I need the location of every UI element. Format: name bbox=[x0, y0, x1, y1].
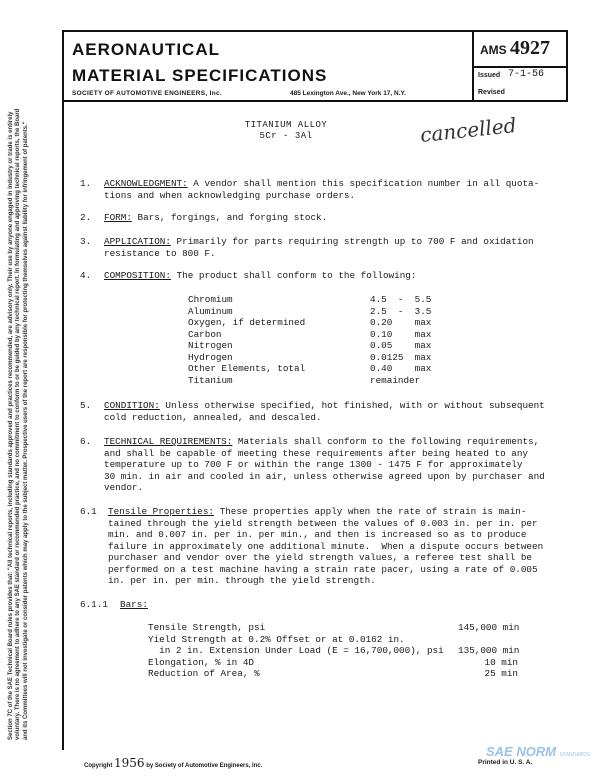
composition-element: Chromium bbox=[188, 294, 233, 305]
section-title: CONDITION: bbox=[104, 400, 160, 411]
section-title: APPLICATION: bbox=[104, 236, 171, 247]
section-number: 1. bbox=[80, 178, 92, 189]
bar-property-row bbox=[148, 622, 520, 634]
section-3-heading-line bbox=[104, 236, 534, 248]
side-disclaimer bbox=[8, 100, 52, 740]
society-name: SOCIETY OF AUTOMOTIVE ENGINEERS, Inc. bbox=[72, 90, 223, 97]
ams-number-row bbox=[474, 32, 566, 68]
section-6-1-line3: min. and 0.007 in. per in. per min., and then is increased so as to produce bbox=[108, 529, 527, 540]
bar-property-row bbox=[148, 634, 405, 646]
section-4-heading-line bbox=[104, 270, 416, 282]
copyright-year: 1956 bbox=[114, 756, 145, 770]
section-2-heading-line bbox=[104, 212, 327, 224]
ams-number-box bbox=[472, 30, 568, 102]
header-title-line1: AERONAUTICAL bbox=[72, 40, 220, 59]
section-5-heading-line bbox=[104, 400, 545, 412]
section-6-heading-line bbox=[104, 436, 539, 448]
composition-element: Hydrogen bbox=[188, 351, 233, 363]
society-address: 485 Lexington Ave., New York 17, N.Y. bbox=[290, 90, 406, 97]
section-6-line2: and shall be capable of meeting these requirements after being heated to any bbox=[104, 447, 529, 459]
section-6-1-line2: tained through the yield strength between the values of 0.003 in. per in. per bbox=[108, 517, 538, 529]
section-title: FORM: bbox=[104, 212, 132, 223]
bar-property-value: 135,000 min bbox=[458, 645, 520, 656]
section-6-1-1-number: 6.1.1 bbox=[80, 599, 108, 610]
bar-property-label: Yield Strength at 0.2% Offset or at 0.0162 in. bbox=[148, 633, 405, 645]
issued-date: 7-1-56 bbox=[508, 69, 545, 80]
bar-property-label: in 2 in. Extension Under Load (E = 16,700,000), psi bbox=[148, 645, 444, 656]
section-6-1-line4: failure in approximately one additional minute. When a dispute occurs between bbox=[108, 540, 544, 552]
section-text: The product shall conform to the following: bbox=[176, 270, 417, 281]
composition-row bbox=[188, 363, 432, 375]
composition-element: Oxygen, if determined bbox=[188, 317, 306, 328]
composition-row bbox=[188, 351, 432, 364]
section-6-1-line5: purchaser and vendor over the yield strength values, a referee test shall be bbox=[108, 552, 533, 563]
revised-label: Revised bbox=[478, 89, 505, 96]
composition-element: Aluminum bbox=[188, 305, 233, 317]
section-6-line3: temperature up to 700 F or within the range 1300 - 1475 F for approximately bbox=[104, 459, 523, 470]
composition-row bbox=[188, 328, 432, 341]
subject-title: TITANIUM ALLOY bbox=[244, 120, 328, 130]
composition-element: Nitrogen bbox=[188, 340, 233, 351]
bar-property-row bbox=[148, 656, 518, 669]
composition-row bbox=[188, 317, 432, 329]
composition-element: Titanium bbox=[188, 374, 233, 386]
composition-row bbox=[188, 294, 432, 306]
section-1 bbox=[80, 178, 91, 190]
bar-property-label: Reduction of Area, % bbox=[148, 668, 260, 679]
composition-value: remainder bbox=[370, 374, 421, 386]
section-1-heading-line bbox=[104, 178, 539, 190]
section-1-line2: tions and when acknowledging purchase orders. bbox=[104, 189, 356, 201]
sae-norm-watermark bbox=[486, 744, 590, 759]
section-title: TECHNICAL REQUIREMENTS: bbox=[104, 436, 233, 447]
bar-property-value: 25 min bbox=[484, 668, 518, 679]
section-title: Bars: bbox=[120, 599, 148, 610]
footer-copyright bbox=[84, 756, 262, 770]
composition-row bbox=[188, 305, 432, 318]
section-6-1-line7: in. per in. per min. through the yield strength. bbox=[108, 575, 376, 586]
composition-value: 0.40 max bbox=[370, 363, 432, 374]
section-5-number: 5. bbox=[80, 400, 92, 411]
composition-value: 0.0125 max bbox=[370, 351, 432, 363]
section-6-1-line6: performed on a test machine having a strain rate pacer, using a rate of 0.005 bbox=[108, 563, 538, 575]
section-6-line5: vendor. bbox=[104, 482, 144, 493]
printed-in-usa: Printed in U. S. A. bbox=[478, 759, 533, 766]
section-text: Bars, forgings, and forging stock. bbox=[137, 212, 328, 223]
section-6-1-number: 6.1 bbox=[80, 506, 97, 517]
composition-element: Other Elements, total bbox=[188, 363, 306, 374]
section-text: Materials shall conform to the following requirements, bbox=[237, 436, 540, 447]
section-text: Unless otherwise specified, hot finished, with or without subsequent bbox=[165, 400, 545, 411]
copyright-holder: by Society of Automotive Engineers, Inc. bbox=[146, 763, 263, 769]
section-6-1-heading-line bbox=[108, 506, 526, 518]
section-text: Primarily for parts requiring strength up to 700 F and oxidation bbox=[176, 236, 534, 247]
bar-property-label: Elongation, % in 4D bbox=[148, 656, 255, 668]
handwritten-cancelled-mark: cancelled bbox=[419, 113, 518, 147]
section-title: ACKNOWLEDGMENT: bbox=[104, 178, 188, 189]
issued-label: Issued bbox=[478, 72, 501, 79]
section-text: These properties apply when the rate of strain is main- bbox=[219, 506, 527, 517]
left-rule bbox=[62, 102, 64, 750]
section-5-line2: cold reduction, annealed, and descaled. bbox=[104, 411, 322, 423]
watermark-sub: STANDARDS bbox=[559, 752, 591, 758]
composition-value: 0.20 max bbox=[370, 317, 432, 328]
bar-property-value: 145,000 min bbox=[458, 622, 520, 633]
watermark-text: SAE NORM bbox=[486, 744, 557, 759]
section-6-number: 6. bbox=[80, 436, 92, 447]
composition-value: 0.05 max bbox=[370, 340, 432, 351]
composition-value: 0.10 max bbox=[370, 328, 432, 340]
section-title: Tensile Properties: bbox=[108, 506, 215, 517]
composition-value: 4.5 - 5.5 bbox=[370, 294, 432, 305]
header-title-line2: MATERIAL SPECIFICATIONS bbox=[72, 66, 328, 85]
section-title: COMPOSITION: bbox=[104, 270, 171, 281]
ams-number: 4927 bbox=[510, 37, 550, 59]
header-box bbox=[62, 30, 472, 102]
section-text: A vendor shall mention this specification number in all quota- bbox=[193, 178, 540, 189]
composition-element: Carbon bbox=[188, 328, 222, 340]
composition-row bbox=[188, 340, 432, 352]
copyright-label: Copyright bbox=[84, 763, 113, 769]
section-2-number: 2. bbox=[80, 212, 92, 223]
section-4-number: 4. bbox=[80, 270, 92, 281]
composition-value: 2.5 - 3.5 bbox=[370, 305, 432, 317]
bar-property-value: 10 min bbox=[484, 656, 518, 668]
subject-subtitle: 5Cr - 3Al bbox=[259, 131, 313, 141]
side-disclaimer-text: Section 7C of the SAE Technical Board rules provides that: "All technical reports, including standards approved and practices recommended, are advisory only. Their use by anyone engaged in industry or trade is entirely voluntary. There is no agreement to adhere to any SAE standard or recommended practice, and no commitment to conform to or be guided by any technical report. In formulating and approving technical reports, the Board and its Committees will not investigate or consider patents which may apply to the subject matter. Prospective users of the report are responsible for protecting themselves against liability for infringement of patents." bbox=[8, 108, 29, 740]
bar-property-row bbox=[148, 668, 518, 680]
bar-property-label: Tensile Strength, psi bbox=[148, 622, 266, 633]
composition-row bbox=[188, 374, 421, 387]
section-3-line2: resistance to 800 F. bbox=[104, 247, 216, 259]
section-6-line4: 30 min. in air and cooled in air, unless otherwise agreed upon by purchaser and bbox=[104, 470, 545, 482]
ams-code: AMS bbox=[480, 43, 507, 57]
section-6-1-1-title bbox=[120, 599, 148, 611]
section-3-number: 3. bbox=[80, 236, 92, 247]
bar-property-row bbox=[148, 645, 520, 657]
